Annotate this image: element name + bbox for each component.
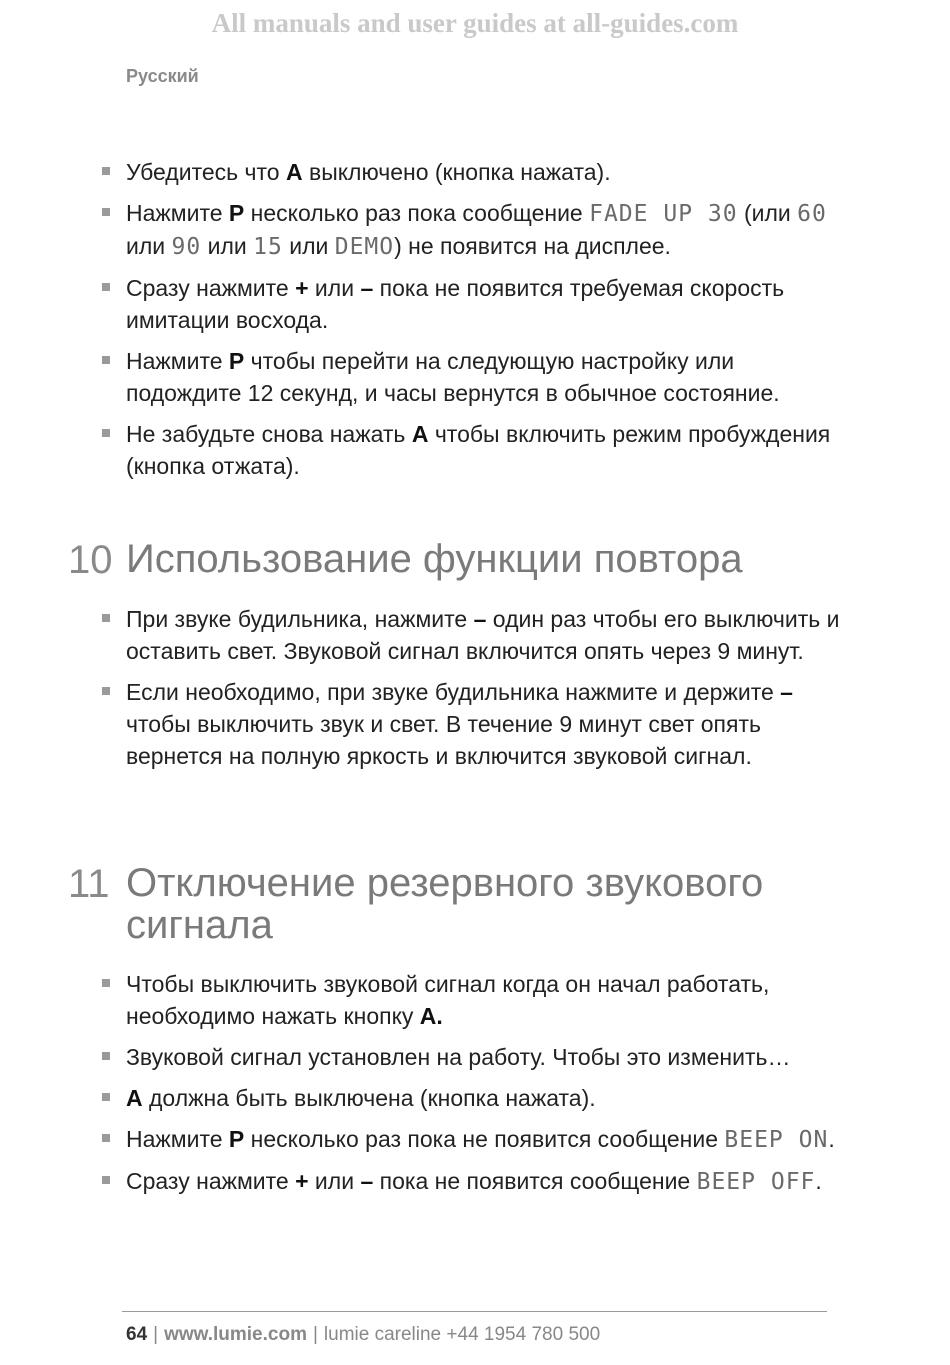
bullet-marker bbox=[102, 208, 110, 216]
list-item bbox=[0, 676, 950, 772]
text-run: чтобы включить режим пробуждения (кнопка отжата). bbox=[126, 421, 831, 479]
text-run: или bbox=[201, 233, 254, 259]
section-10-bullet-list bbox=[0, 603, 950, 781]
text-run: пока не появится сообщение bbox=[373, 1168, 697, 1194]
page-number: 64 bbox=[126, 1324, 148, 1345]
text-run: чтобы перейти на следующую настройку или подождите 12 секунд, и часы вернутся в обычное состояние. bbox=[126, 348, 780, 406]
text-run: . bbox=[828, 1126, 835, 1152]
text-run: несколько раз пока сообщение bbox=[244, 200, 590, 226]
button-key-label: – bbox=[360, 1168, 374, 1194]
text-run: или bbox=[126, 233, 172, 259]
button-key-label: + bbox=[295, 275, 309, 301]
text-run: Сразу нажмите bbox=[126, 1168, 296, 1194]
text-run: чтобы выключить звук и свет. В течение 9 минут свет опять вернется на полную яркость и включится звуковой сигнал. bbox=[126, 711, 761, 769]
text-run: Звуковой сигнал установлен на работу. Чтобы это изменить… bbox=[126, 1044, 791, 1070]
footer bbox=[126, 1324, 600, 1346]
button-key-label: – bbox=[780, 679, 793, 705]
button-key-label: P bbox=[228, 1126, 245, 1152]
footer-separator: | bbox=[312, 1324, 318, 1345]
button-key-label: P bbox=[228, 200, 245, 226]
text-run: несколько раз пока не появится сообщение bbox=[244, 1126, 725, 1152]
bullet-marker bbox=[102, 356, 110, 364]
button-key-label: A bbox=[411, 421, 429, 447]
text-run: Сразу нажмите bbox=[126, 275, 296, 301]
display-message: 90 bbox=[171, 234, 202, 260]
text-run: . bbox=[815, 1168, 822, 1194]
text-run: (или bbox=[737, 200, 798, 226]
list-item bbox=[0, 197, 950, 263]
bullet-marker bbox=[102, 979, 110, 987]
text-run: выключено (кнопка нажата). bbox=[302, 159, 611, 185]
watermark: All manuals and user guides at all-guides.com bbox=[211, 8, 739, 38]
bullet-marker bbox=[102, 1176, 110, 1184]
list-item bbox=[0, 1041, 950, 1073]
list-item bbox=[0, 272, 950, 336]
intro-bullet-list bbox=[0, 156, 950, 491]
section-11-bullet-list bbox=[0, 968, 950, 1207]
bullet-marker bbox=[102, 1093, 110, 1101]
bullet-marker bbox=[102, 687, 110, 695]
button-key-label: – bbox=[360, 275, 374, 301]
text-run: пока не появится требуемая скорость имитации восхода. bbox=[126, 275, 785, 333]
text-run: Не забудьте снова нажать bbox=[126, 421, 412, 447]
language-label: Русский bbox=[126, 66, 199, 86]
list-item bbox=[0, 1082, 950, 1114]
button-key-label: – bbox=[473, 606, 487, 632]
text-run: или bbox=[308, 275, 361, 301]
display-message: FADE UP 30 bbox=[589, 201, 738, 227]
text-run: Нажмите bbox=[126, 1126, 229, 1152]
button-key-label: A bbox=[126, 1085, 143, 1111]
display-message: BEEP OFF bbox=[696, 1169, 816, 1195]
section-title: Отключение резервного звукового сигнала bbox=[126, 861, 764, 947]
website-link[interactable]: www.lumie.com bbox=[164, 1324, 307, 1345]
text-run: При звуке будильника, нажмите bbox=[126, 606, 474, 632]
button-key-label: A bbox=[285, 159, 303, 185]
list-item bbox=[0, 156, 950, 188]
list-item bbox=[0, 968, 950, 1032]
text-run: должна быть выключена (кнопка нажата). bbox=[142, 1085, 596, 1111]
footer-divider bbox=[122, 1311, 827, 1312]
display-message: 60 bbox=[797, 201, 827, 227]
text-run: Нажмите bbox=[126, 348, 229, 374]
list-item bbox=[0, 1165, 950, 1198]
text-run: Если необходимо, при звуке будильника нажмите и держите bbox=[126, 679, 781, 705]
display-message: BEEP ON bbox=[724, 1127, 829, 1153]
list-item bbox=[0, 603, 950, 667]
list-item bbox=[0, 345, 950, 409]
button-key-label: A. bbox=[419, 1003, 443, 1029]
bullet-marker bbox=[102, 1134, 110, 1142]
bullet-marker bbox=[102, 614, 110, 622]
footer-separator: | bbox=[153, 1324, 159, 1345]
text-run: Убедитесь что bbox=[126, 159, 286, 185]
text-run: или bbox=[308, 1168, 361, 1194]
bullet-marker bbox=[102, 1052, 110, 1060]
text-run: или bbox=[282, 233, 335, 259]
button-key-label: P bbox=[228, 348, 245, 374]
text-run: один раз чтобы его выключить и оставить свет. Звуковой сигнал включится опять через 9 минут. bbox=[126, 606, 840, 664]
bullet-marker bbox=[102, 167, 110, 175]
bullet-marker bbox=[102, 429, 110, 437]
display-message: DEMO bbox=[334, 234, 395, 260]
text-run: Нажмите bbox=[126, 200, 229, 226]
list-item bbox=[0, 1123, 950, 1156]
text-run: ) не появится на дисплее. bbox=[394, 233, 671, 259]
section-number: 10 bbox=[68, 538, 113, 582]
section-number: 11 bbox=[68, 862, 110, 906]
text-run: Чтобы выключить звуковой сигнал когда он начал работать, необходимо нажать кнопку bbox=[126, 971, 770, 1029]
bullet-marker bbox=[102, 283, 110, 291]
careline-text: lumie careline +44 1954 780 500 bbox=[323, 1324, 601, 1345]
section-title: Использование функции повтора bbox=[126, 537, 743, 581]
display-message: 15 bbox=[253, 234, 283, 260]
list-item bbox=[0, 418, 950, 482]
button-key-label: + bbox=[295, 1168, 309, 1194]
